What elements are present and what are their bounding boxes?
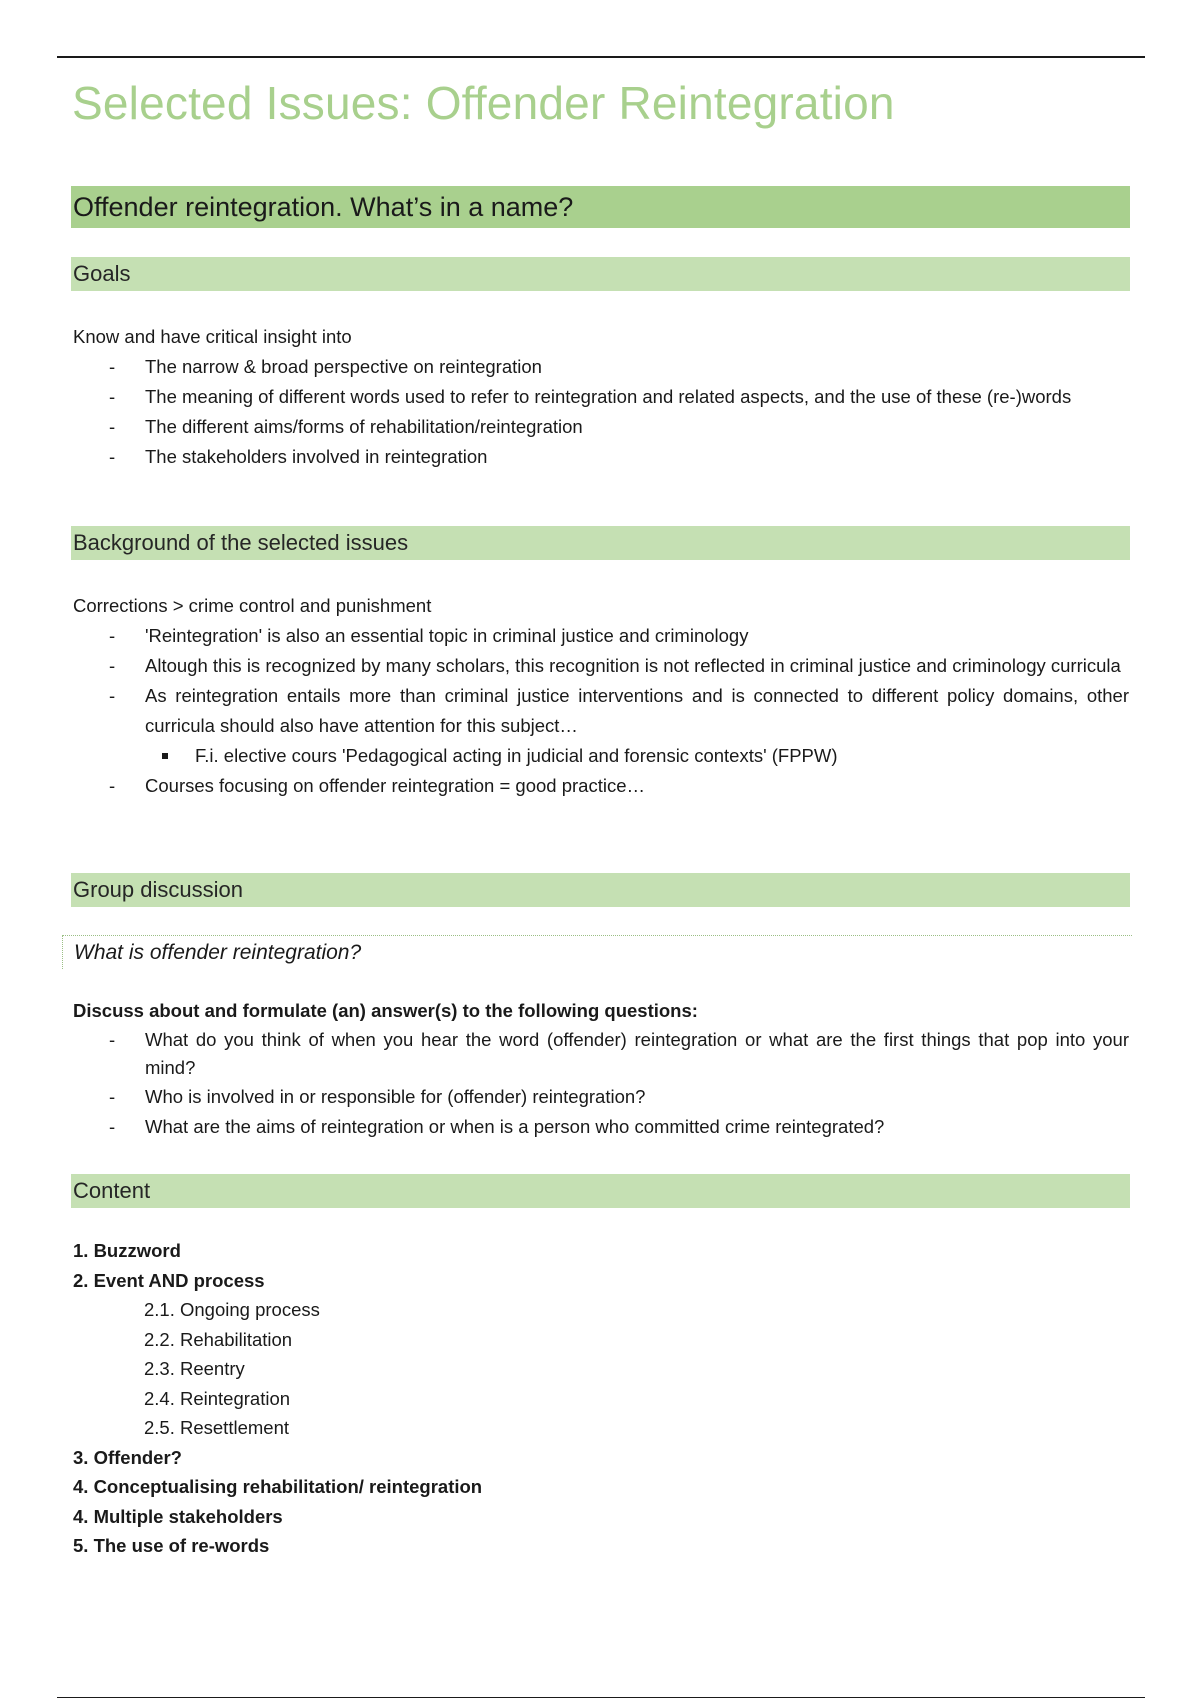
- content-heading: Content: [71, 1174, 1130, 1208]
- top-rule: [57, 56, 1145, 58]
- background-list: [73, 621, 1129, 741]
- list-item: - 'Reintegration' is also an essential topic in criminal justice and criminology: [73, 621, 1129, 651]
- toc-subitem: 2.3. Reentry: [144, 1358, 245, 1379]
- goals-block: [73, 322, 1129, 472]
- discussion-block: [73, 996, 1129, 1142]
- list-item: - Who is involved in or responsible for (offender) reintegration?: [73, 1082, 1129, 1112]
- discussion-list: [73, 1026, 1129, 1142]
- toc-item: 5. The use of re-words: [73, 1535, 270, 1556]
- toc-item: 1. Buzzword: [73, 1240, 181, 1261]
- background-heading: Background of the selected issues: [71, 526, 1130, 560]
- toc-subitem: 2.2. Rehabilitation: [144, 1328, 293, 1350]
- background-sublist: [73, 741, 1129, 771]
- list-item: - What do you think of when you hear the word (offender) reintegration or what are the first things that pop into your mind?: [73, 1026, 1129, 1082]
- list-item: F.i. elective cours 'Pedagogical acting in judicial and forensic contexts' (FPPW): [73, 741, 1129, 771]
- toc-item: 4. Multiple stakeholders: [73, 1505, 283, 1527]
- section-heading: Offender reintegration. What’s in a name?: [71, 186, 1130, 228]
- list-item: - The meaning of different words used to refer to reintegration and related aspects, and the use of these (re-)words: [73, 382, 1129, 412]
- discussion-instruction: Discuss about and formulate (an) answer(s) to the following questions:: [73, 1000, 698, 1021]
- list-item: - The narrow & broad perspective on reintegration: [73, 352, 1129, 382]
- toc-item: 2. Event AND process: [73, 1269, 265, 1291]
- toc-subitem: 2.5. Resettlement: [144, 1417, 289, 1438]
- list-item: - Altough this is recognized by many scholars, this recognition is not reflected in criminal justice and criminology curricula: [73, 651, 1129, 681]
- background-block: [73, 591, 1129, 801]
- list-item: - Courses focusing on offender reintegration = good practice…: [73, 771, 1129, 801]
- discussion-question: What is offender reintegration?: [62, 935, 1132, 969]
- list-item: - What are the aims of reintegration or when is a person who committed crime reintegrated?: [73, 1112, 1129, 1142]
- toc-subitem: 2.4. Reintegration: [144, 1387, 291, 1409]
- list-item: - The different aims/forms of rehabilitation/reintegration: [73, 412, 1129, 442]
- list-item: - The stakeholders involved in reintegration: [73, 442, 1129, 472]
- list-item: - As reintegration entails more than criminal justice interventions and is connected to different policy domains, other curricula should also have attention for this subject…: [73, 681, 1129, 741]
- toc-item: 3. Offender?: [73, 1446, 182, 1468]
- toc-item: 4. Conceptualising rehabilitation/ reintegration: [73, 1476, 483, 1497]
- background-list-end: [73, 771, 1129, 801]
- toc-subitem: 2.1. Ongoing process: [144, 1299, 320, 1320]
- discussion-heading: Group discussion: [71, 873, 1130, 907]
- background-intro: Corrections > crime control and punishment: [73, 595, 432, 616]
- content-list: [73, 1236, 773, 1561]
- goals-intro: Know and have critical insight into: [73, 326, 352, 347]
- goals-heading: Goals: [71, 257, 1130, 291]
- page-title: Selected Issues: Offender Reintegration: [72, 77, 895, 129]
- bottom-rule: [57, 1697, 1145, 1698]
- goals-list: [73, 352, 1129, 472]
